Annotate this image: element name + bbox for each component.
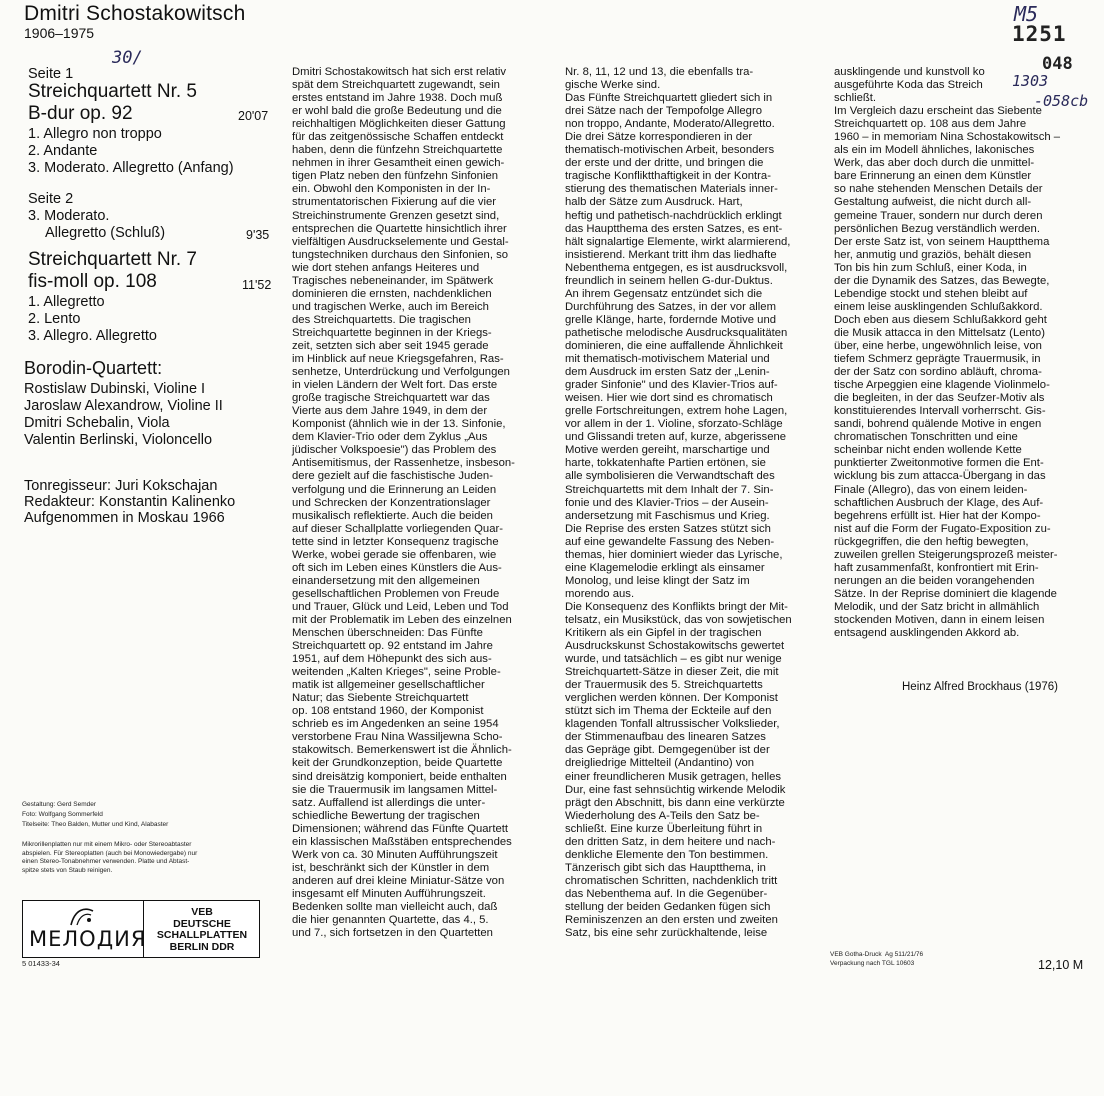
design-credit: Gestaltung: Gerd Semder (22, 801, 97, 808)
handwritten-30: 30/ (112, 48, 143, 68)
price: 12,10 M (1038, 958, 1084, 972)
playback-notice: Mikrorillenplatten nur mit einem Mikro- oder Stereoabtaster abspielen. Für Stereoplatten (auch bei Monowiedergabe) nur einen Stereo-Tonabnehmer verwenden. Platte und Abtast- spitze stets von Staub reinigen. (22, 841, 198, 874)
side2-movement-2: 2. Lento (28, 311, 81, 327)
side2-movement-3a: 3. Moderato. (28, 208, 110, 224)
ensemble-member: Rostislaw Dubinski, Violine I (24, 381, 206, 397)
side2-duration-a: 9'35 (246, 228, 270, 242)
side2-label: Seite 2 (28, 191, 74, 207)
side2-work-title: Streichquartett Nr. 7 (28, 249, 197, 270)
melodiya-emblem-icon (67, 905, 97, 929)
catalog-number: 1251 (1012, 22, 1067, 46)
catalog-number-bottom: 5 01433-34 (22, 959, 60, 968)
credit-line: Tonregisseur: Juri Kokschajan (24, 478, 218, 494)
author-signature: Heinz Alfred Brockhaus (1976) (902, 681, 1058, 693)
handwritten-1303: 1303 (1012, 72, 1049, 90)
side2-movement-3: 3. Allegro. Allegretto (28, 328, 157, 344)
melodiya-wordmark: МЕЛОДИЯ (29, 927, 147, 951)
ensemble-member: Dmitri Schebalin, Viola (24, 415, 170, 431)
side1-duration: 20'07 (238, 109, 269, 123)
side2-movement-1: 1. Allegretto (28, 294, 105, 310)
handwritten-048: 048 (1042, 54, 1073, 74)
design-credit: Titelseite: Theo Balden, Mutter und Kind, Alabaster (22, 821, 169, 828)
label-logo-box (22, 900, 260, 958)
side1-work-key: B-dur op. 92 (28, 103, 133, 124)
side2-movement-3b: Allegretto (Schluß) (45, 225, 166, 241)
handwritten-mark: M5 (1014, 2, 1039, 26)
veb-label: VEB DEUTSCHE SCHALLPLATTEN BERLIN DDR (156, 906, 248, 953)
credit-line: Redakteur: Konstantin Kalinenko (24, 494, 236, 510)
design-credit: Foto: Wolfgang Sommerfeld (22, 811, 103, 818)
credit-line: Aufgenommen in Moskau 1966 (24, 510, 225, 526)
melodiya-logo (23, 901, 147, 957)
liner-notes-column-1: Dmitri Schostakowitsch hat sich erst relativ spät dem Streichquartett zugewandt, sein erstes entstand im Jahre 1938. Doch muß er wohl bald die große Bedeutung und die reichhaltigen Möglichkeiten dieser Gattung für das zeitgenössische Schaffen entdeckt haben, denn die fünfzehn Streichquartette nehmen in ihrer Gesamtheit einen gewich- tigen Platz neben den fünfzehn Sinfonien ein. Obwohl den Komponisten in der In- strumentatorischen Fixierung auf die vier Streichinstrumente Grenzen gesetzt sind, entsprechen die Quartette hinsichtlich ihrer vielfältigen Ausdruckselemente und Gestal- tungstechniken durchaus den Sinfonien, so wie dort stehen anfangs Heiteres und Tragisches nebeneinander, im Spätwerk dominieren die ernsten, nachdenklichen und tragischen Werke, auch im Bereich des Streichquartetts. Die tragischen Streichquartette beginnen in der Kriegs- zeit, setzten sich aber seit 1945 gerade im Hinblick auf neue Kriegsgefahren, Ras- senhetze, Unterdrückung und Verfolgungen in vielen Ländern der Welt fort. Das erste große tragische Streichquartett war das Vierte aus dem Jahre 1949, in dem der Komponist (ähnlich wie in der 13. Sinfonie, dem Klavier-Trio oder dem Zyklus „Aus jüdischer Volkspoesie") das Problem des Antisemitismus, der Rassenhetze, insbeson- dere gezielt auf die faschistische Juden- verfolgung und die Erinnerung an Leiden und Schrecken der Konzentrationslager musikalisch reflektierte. Auch die beiden auf dieser Schallplatte vorliegenden Quar- tette sind in letzter Konsequenz tragische Werke, wobei gerade sie offenbaren, wie oft sich im Leben eines Künstlers die Aus- einandersetzung mit den allgemeinen gesellschaftlichen Problemen von Freude und Trauer, Glück und Leid, Leben und Tod mit der Problematik im Leben des einzelnen Menschen überschneiden: Das Fünfte Streichquartett op. 92 entstand im Jahre 1951, auf dem Höhepunkt des sich aus- weitenden „Kalten Krieges", seine Proble- matik ist allgemeiner gesellschaftlicher Natur; das Siebente Streichquartett op. 108 entstand 1960, der Komponist schrieb es im Angedenken an seine 1954 verstorbene Frau Nina Wassiljewna Scho- stakowitsch. Bemerkenswert ist die Ähnlich- keit der Grundkonzeption, beide Quartette sind dreisätzig komponiert, beide enthalten sie die Trauermusik im langsamen Mittel- satz. Auffallend ist allerdings die unter- schiedliche Bewertung der tragischen Dimensionen; während das Fünfte Quartett ein klassischen Maßstäben entsprechendes Werk von ca. 30 Minuten Aufführungszeit ist, beschränkt sich der Künstler in dem anderen auf drei kleine Miniatur-Sätze von insgesamt elf Minuten Aufführungszeit. Bedenken sollte man vielleicht auch, daß die hier genannten Quartette, das 4., 5. und 7., sich fortsetzen in den Quartetten (292, 66, 515, 940)
printer-info: VEB Gotha-Druck Ag 511/21/76 Verpackung nach TGL 10603 (830, 951, 924, 967)
ensemble-member: Valentin Berlinski, Violoncello (24, 432, 213, 448)
side1-movement-1: 1. Allegro non troppo (28, 126, 162, 142)
handwritten-058: -058cb (1034, 92, 1089, 110)
ensemble-name: Borodin-Quartett: (24, 358, 163, 378)
ensemble-member: Jaroslaw Alexandrow, Violine II (24, 398, 223, 414)
side1-movement-3: 3. Moderato. Allegretto (Anfang) (28, 160, 234, 176)
side1-label: Seite 1 (28, 66, 74, 82)
liner-notes-column-2: Nr. 8, 11, 12 und 13, die ebenfalls tra- gische Werke sind. Das Fünfte Streichquartett gliedert sich in drei Sätze nach der Tempofolge Allegro non troppo, Andante, Moderato/Allegretto. Die drei Sätze korrespondieren in der thematisch-motivischen Arbeit, besonders der erste und der dritte, und bringen die tragische Konfliktthaftigkeit in der Kontra- stierung des thematischen Materials inner- halb der Sätze zum Ausdruck. Hart, heftig und pathetisch-nachdrücklich erklingt das Hauptthema des ersten Satzes, es ent- hält signalartige Elemente, wirkt alarmierend, insistierend. Merkant tritt ihm das liedhafte Nebenthema entgegen, es ist ausdrucksvoll, freundlich in seinem hellen G-dur-Duktus. An ihrem Gegensatz entzündet sich die Durchführung des Satzes, in der vor allem grelle Klänge, harte, fordernde Motive und pathetische melodische Ausdrucksqualitäten dominieren, die eine auffallende Ähnlichkeit mit thematisch-motivischem Material und dem Ausdruck im ersten Satz der „Lenin- grader Sinfonie" und des Klavier-Trios auf- weisen. Hier wie dort sind es chromatisch grelle Fortschreitungen, extrem hohe Lagen, vor allem in der 1. Violine, sforzato-Schläge und Glissandi treten auf, kurze, abgerissene Motive werden gereiht, marschartige und harte, tokkatenhafte Partien ertönen, sie alle symbolisieren die Verwandtschaft des Streichquartetts mit dem Inhalt der 7. Sin- fonie und des Klavier-Trios – der Ausein- andersetzung mit Faschismus und Krieg. Die Reprise des ersten Satzes stützt sich auf eine gewandelte Fassung des Neben- themas, hier dominiert wieder das Lyrische, eine Klagemelodie erklingt als einsamer Monolog, und leise klingt der Satz im morendo aus. Die Konsequenz des Konflikts bringt der Mit- telsatz, ein Musikstück, das von sowjetischen Kritikern als ein Gipfel in der tragischen Ausdruckskunst Schostakowitschs gewertet wurde, und tatsächlich – es gibt nur wenige Streichquartett-Sätze in dieser Zeit, die mit der Trauermusik des 5. Streichquartetts verglichen werden können. Der Komponist stützt sich im Thema der Eckteile auf den klagenden Tonfall altrussischer Volkslieder, der Stimmenaufbau des linearen Satzes das Gepräge gibt. Demgegenüber ist der dreigliedrige Mittelteil (Andantino) von einer freundlicheren Musik getragen, helles Dur, eine fast sehnsüchtig wirkende Melodik prägt den Abschnitt, bis dann eine verkürzte Wiederholung des A-Teils den Satz be- schließt. Eine kurze Überleitung führt in den dritten Satz, in dem heitere und nach- denkliche Elemente den Ton bestimmen. Tänzerisch gibt sich das Hauptthema, in chromatischen Schritten, nachdenklich tritt das Nebenthema auf. In die Gegenüber- stellung der beiden Gedanken fügen sich Reminiszenzen an den ersten und zweiten Satz, bis eine sehr zurückhaltende, leise (565, 66, 792, 940)
composer-name: Dmitri Schostakowitsch (24, 2, 246, 25)
liner-notes-column-3: ausklingende und kunstvoll ko ausgeführte Koda das Streich schließt. Im Vergleich dazu erscheint das Siebente Streichquartett op. 108 aus dem Jahre 1960 – in memoriam Nina Schostakowitsch – als ein im Modell ähnliches, lakonisches Werk, das aber doch durch die unmittel- bare Erinnerung an einen dem Künstler so nahe stehenden Menschen Details der Gestaltung aufweist, die nicht durch all- gemeine Trauer, sondern nur durch deren persönlichen Bezug verständlich werden. Der erste Satz ist, von seinem Hauptthema her, anmutig und graziös, behält diesen Ton bis hin zum Schluß, einer Koda, in der die Dynamik des Satzes, das Bewegte, Lebendige stockt und stehen bleibt auf einem leise ausklingenden Schlußakkord. Doch eben aus diesem Schlußakkord geht die Musik attacca in den Mittelsatz (Lento) über, eine herbe, ungewöhnlich leise, von tiefem Schmerz geprägte Trauermusik, in der der Satz con sordino abläuft, chroma- tische Arpeggien eine klagende Violinmelo- die begleiten, in der das Seufzer-Motiv als konstituierendes Intervall vorherrscht. Gis- sandi, bohrend quälende Motive in engen chromatischen Tonschritten und eine scheinbar nicht enden wollende Kette punktierter Zweitonmotive formen die Ent- wicklung bis zum attacca-Übergang in das Finale (Allegro), das von einem leiden- schaftlichen Ausbruch der Klage, des Auf- begehrens erfüllt ist. Hier hat der Kompo- nist auf die Form der Fugato-Exposition zu- rückgegriffen, die den heftig bewegten, zuweilen grellen Steigerungsprozeß meister- haft zusammenfaßt, konfrontiert mit Erin- nerungen an die beiden vorangehenden Sätze. In der Reprise dominiert die klagende Melodik, und der Satz bricht in allmählich stockenden Motiven, dann in einem leisen entsagend ausklingenden Akkord ab. (834, 66, 1061, 640)
side2-work-key: fis-moll op. 108 (28, 271, 157, 292)
side1-work-title: Streichquartett Nr. 5 (28, 81, 197, 102)
side1-movement-2: 2. Andante (28, 143, 98, 159)
side2-duration-b: 11'52 (242, 278, 272, 292)
composer-years: 1906–1975 (24, 25, 95, 41)
